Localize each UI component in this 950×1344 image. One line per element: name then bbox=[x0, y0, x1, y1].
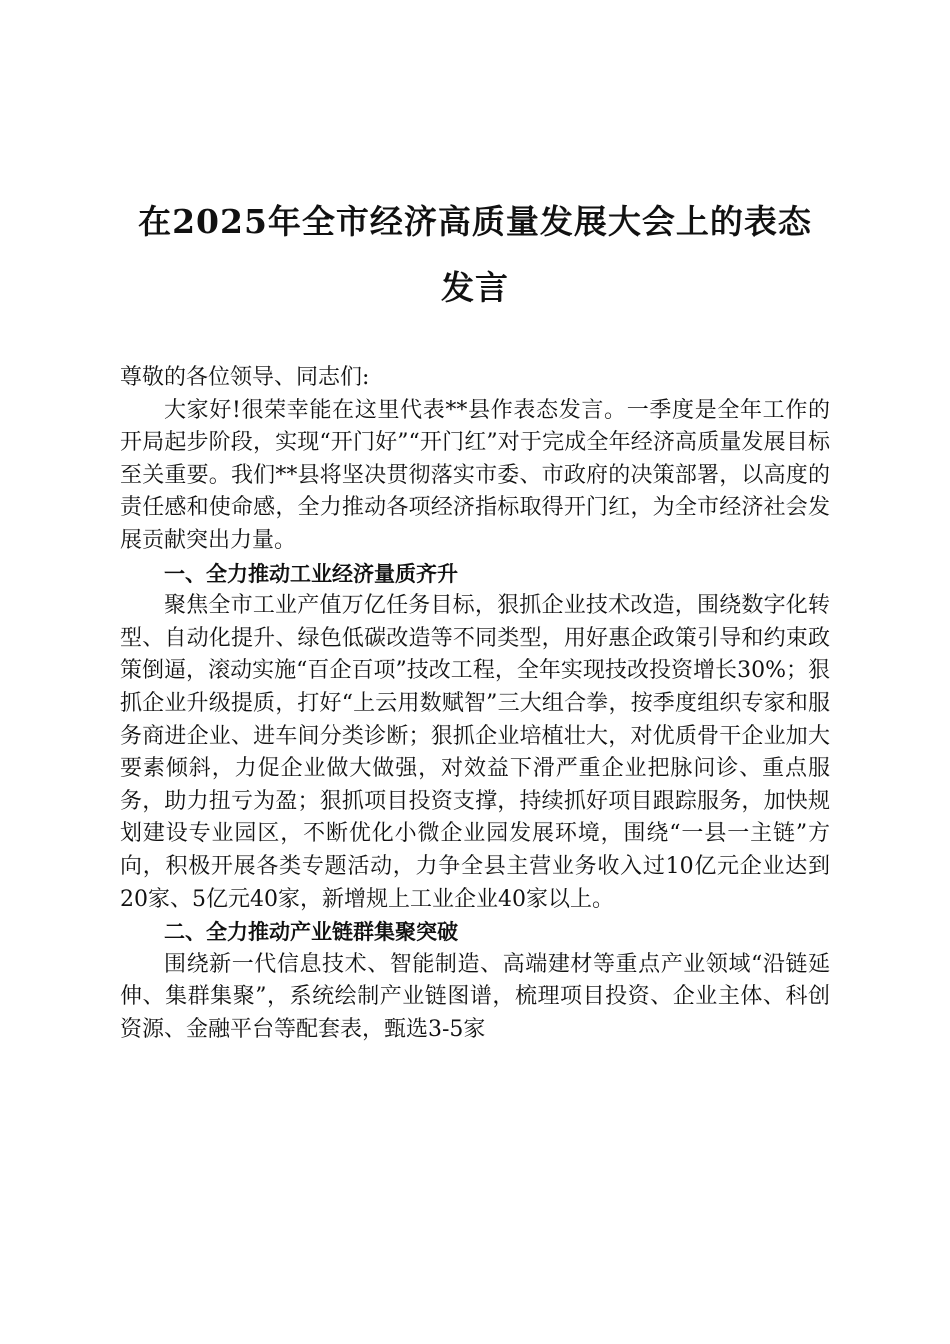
document-body bbox=[120, 362, 830, 1046]
document-title-line-2: 发言 bbox=[441, 268, 509, 307]
document-title-line-1: 在2025年全市经济高质量发展大会上的表态 bbox=[138, 202, 812, 241]
salutation: 尊敬的各位领导、同志们: bbox=[120, 365, 370, 390]
section-heading-1: 一、全力推动工业经济量质齐升 bbox=[164, 561, 458, 586]
intro-paragraph: 大家好!很荣幸能在这里代表**县作表态发言。一季度是全年工作的开局起步阶段，实现“开门好”“开门红”对于完成全年经济高质量发展目标至关重要。我们**县将坚决贯彻落实市委、市政府的决策部署，以高度的责任感和使命感，全力推动各项经济指标取得开门红，为全市经济社会发展贡献突出力量。 bbox=[120, 397, 830, 553]
section-2-paragraph: 围绕新一代信息技术、智能制造、高端建材等重点产业领域“沿链延伸、集群集聚”，系统绘制产业链图谱，梳理项目投资、企业主体、科创资源、金融平台等配套表，甄选3-5家 bbox=[120, 951, 830, 1042]
section-1-paragraph: 聚焦全市工业产值万亿任务目标，狠抓企业技术改造，围绕数字化转型、自动化提升、绿色低碳改造等不同类型，用好惠企政策引导和约束政策倒逼，滚动实施“百企百项”技改工程，全年实现技改投资增长30%；狠抓企业升级提质，打好“上云用数赋智”三大组合拳，按季度组织专家和服务商进企业、进车间分类诊断；狠抓企业培植壮大，对优质骨干企业加大要素倾斜，力促企业做大做强，对效益下滑严重企业把脉问诊、重点服务，助力扭亏为盈；狠抓项目投资支撑，持续抓好项目跟踪服务，加快规划建设专业园区，不断优化小微企业园发展环境，围绕“一县一主链”方向，积极开展各类专题活动，力争全县主营业务收入过10亿元企业达到20家、5亿元40家，新增规上工业企业40家以上。 bbox=[120, 593, 830, 912]
section-heading-2: 二、全力推动产业链群集聚突破 bbox=[164, 920, 458, 945]
